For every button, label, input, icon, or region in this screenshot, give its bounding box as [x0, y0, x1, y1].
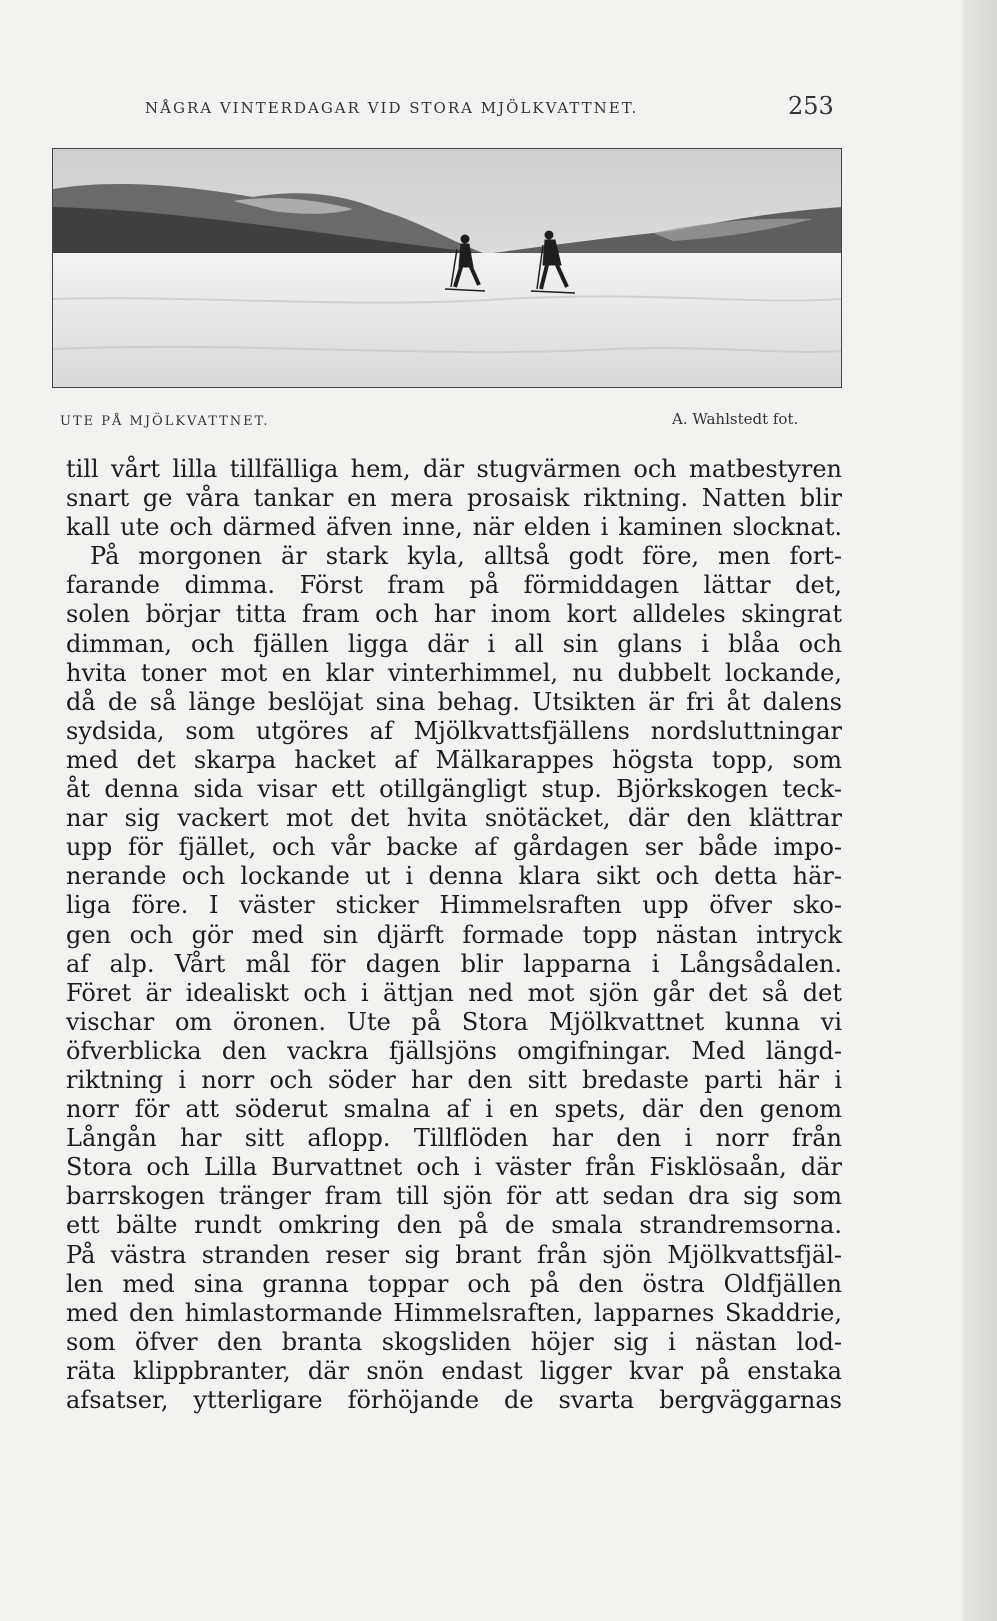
text-line: len med sina granna toppar och på den östra Oldfjällen	[66, 1269, 842, 1298]
text-line: På västra stranden reser sig brant från sjön Mjölkvattsfjäl-	[66, 1240, 842, 1269]
text-line: upp för fjället, och vår backe af gårdagen ser både impo-	[66, 833, 842, 862]
text-line: riktning i norr och söder har den sitt bredaste parti här i	[66, 1065, 842, 1094]
text-line: farande dimma. Först fram på förmiddagen lättar det,	[66, 571, 842, 600]
photo-credit: A. Wahlstedt fot.	[672, 410, 799, 428]
text-line: solen börjar titta fram och har inom kort alldeles skingrat	[66, 600, 842, 629]
text-line: till vårt lilla tillfälliga hem, där stugvärmen och matbestyren	[66, 455, 842, 483]
text-line: med den himlastormande Himmelsraften, lapparnes Skaddrie,	[66, 1298, 842, 1327]
page-number: 253	[788, 92, 834, 120]
text-line: räta klippbranter, där snön endast ligger kvar på enstaka	[66, 1356, 842, 1385]
text-line: nar sig vackert mot det hvita snötäcket, där den klättrar	[66, 804, 842, 833]
landscape-photo	[52, 148, 842, 388]
text-line: åt denna sida visar ett otillgängligt stup. Björkskogen teck-	[66, 775, 842, 804]
text-line: då de så länge beslöjat sina behag. Utsikten är fri åt dalens	[66, 687, 842, 716]
text-line: af alp. Vårt mål för dagen blir lapparna i Långsådalen.	[66, 949, 842, 978]
text-line: På morgonen är stark kyla, alltså godt före, men fort-	[90, 542, 842, 571]
text-line: vischar om öronen. Ute på Stora Mjölkvattnet kunna vi	[66, 1007, 842, 1036]
text-line: liga före. I väster sticker Himmelsraften upp öfver sko-	[66, 891, 842, 920]
text-line: Stora och Lilla Burvattnet och i väster från Fisklösaån, där	[66, 1153, 842, 1182]
figure-caption: UTE PÅ MJÖLKVATTNET.	[60, 414, 270, 429]
body-text	[66, 455, 842, 1415]
text-line: afsatser, ytterligare förhöjande de svarta bergväggarnas	[66, 1386, 842, 1414]
scan-edge	[963, 0, 997, 1621]
text-line: barrskogen tränger fram till sjön för att sedan dra sig som	[66, 1182, 842, 1211]
text-line: sydsida, som utgöres af Mjölkvattsfjällens nordsluttningar	[66, 716, 842, 745]
text-line: Föret är idealiskt och i ättjan ned mot sjön går det så det	[66, 978, 842, 1007]
text-line: Långån har sitt aflopp. Tillflöden har den i norr från	[66, 1124, 842, 1153]
text-line: gen och gör med sin djärft formade topp nästan intryck	[66, 920, 842, 949]
text-line: öfverblicka den vackra fjällsjöns omgifningar. Med längd-	[66, 1036, 842, 1065]
photo-illustration	[53, 149, 842, 388]
running-title: NÅGRA VINTERDAGAR VID STORA MJÖLKVATTNET.	[145, 99, 639, 117]
text-line: som öfver den branta skogsliden höjer sig i nästan lod-	[66, 1327, 842, 1356]
text-line: nerande och lockande ut i denna klara sikt och detta här-	[66, 862, 842, 891]
text-line: kall ute och därmed äfven inne, när elden i kaminen slocknat.	[66, 513, 842, 542]
text-line: snart ge våra tankar en mera prosaisk riktning. Natten blir	[66, 484, 842, 513]
text-line: dimman, och fjällen ligga där i all sin glans i blåa och	[66, 629, 842, 658]
text-line: norr för att söderut smalna af i en spets, där den genom	[66, 1095, 842, 1124]
text-line: med det skarpa hacket af Mälkarappes högsta topp, som	[66, 745, 842, 774]
text-line: ett bälte rundt omkring den på de smala strandremsorna.	[66, 1211, 842, 1240]
text-line: hvita toner mot en klar vinterhimmel, nu dubbelt lockande,	[66, 658, 842, 687]
